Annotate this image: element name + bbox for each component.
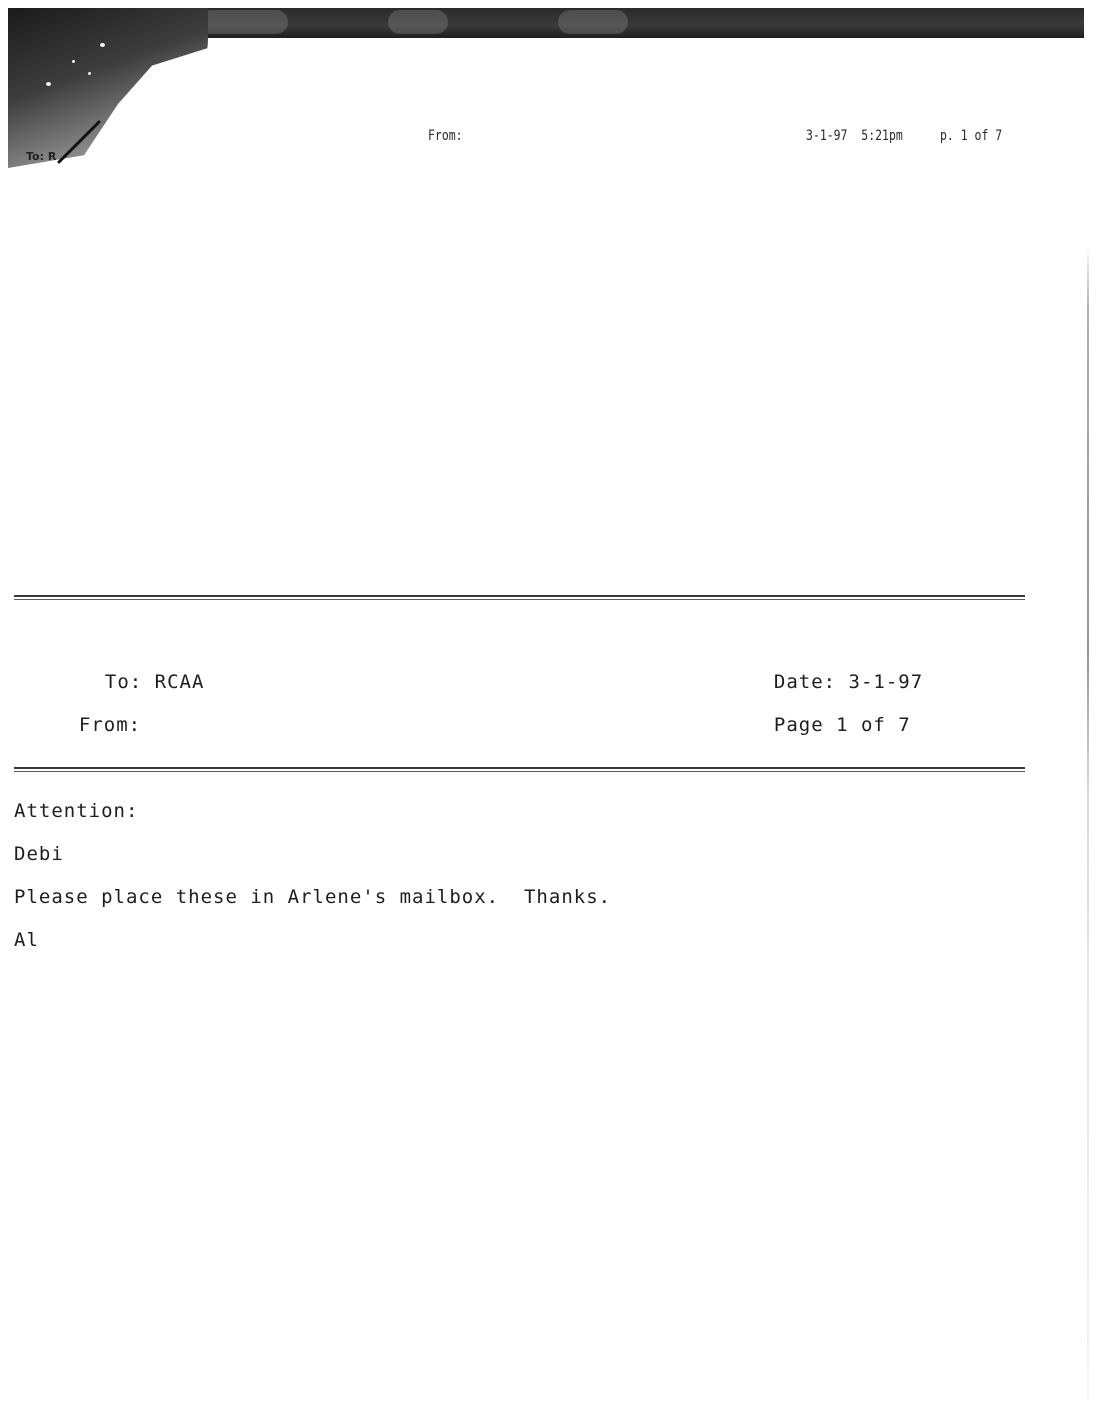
pen-mark-icon	[55, 118, 103, 166]
fax-header-page: p. 1 of 7	[940, 128, 1003, 144]
page-value: 1 of 7	[836, 714, 911, 736]
date-label: Date:	[773, 671, 837, 693]
date-field	[749, 649, 923, 693]
upper-divider	[14, 595, 1025, 600]
corner-to-label: To: R	[26, 150, 57, 163]
date-value: 3-1-97	[848, 671, 924, 693]
attention-line: Attention:	[14, 800, 139, 822]
message-body: Please place these in Arlene's mailbox. Thanks.	[14, 886, 612, 908]
fax-header-from: From:	[428, 128, 463, 144]
to-label: To:	[104, 671, 143, 693]
to-field	[80, 649, 204, 693]
lower-divider	[14, 767, 1025, 772]
fax-corner-shadow	[8, 8, 208, 168]
page-field	[749, 692, 911, 736]
to-value: RCAA	[154, 671, 205, 693]
scan-edge	[1087, 40, 1089, 1400]
signature-line: Al	[14, 929, 39, 951]
fax-header-datetime: 3-1-97 5:21pm	[806, 128, 903, 144]
page-label: Page	[773, 714, 824, 736]
from-label: From:	[78, 714, 142, 736]
from-field	[54, 692, 141, 736]
recipient-line: Debi	[14, 843, 64, 865]
